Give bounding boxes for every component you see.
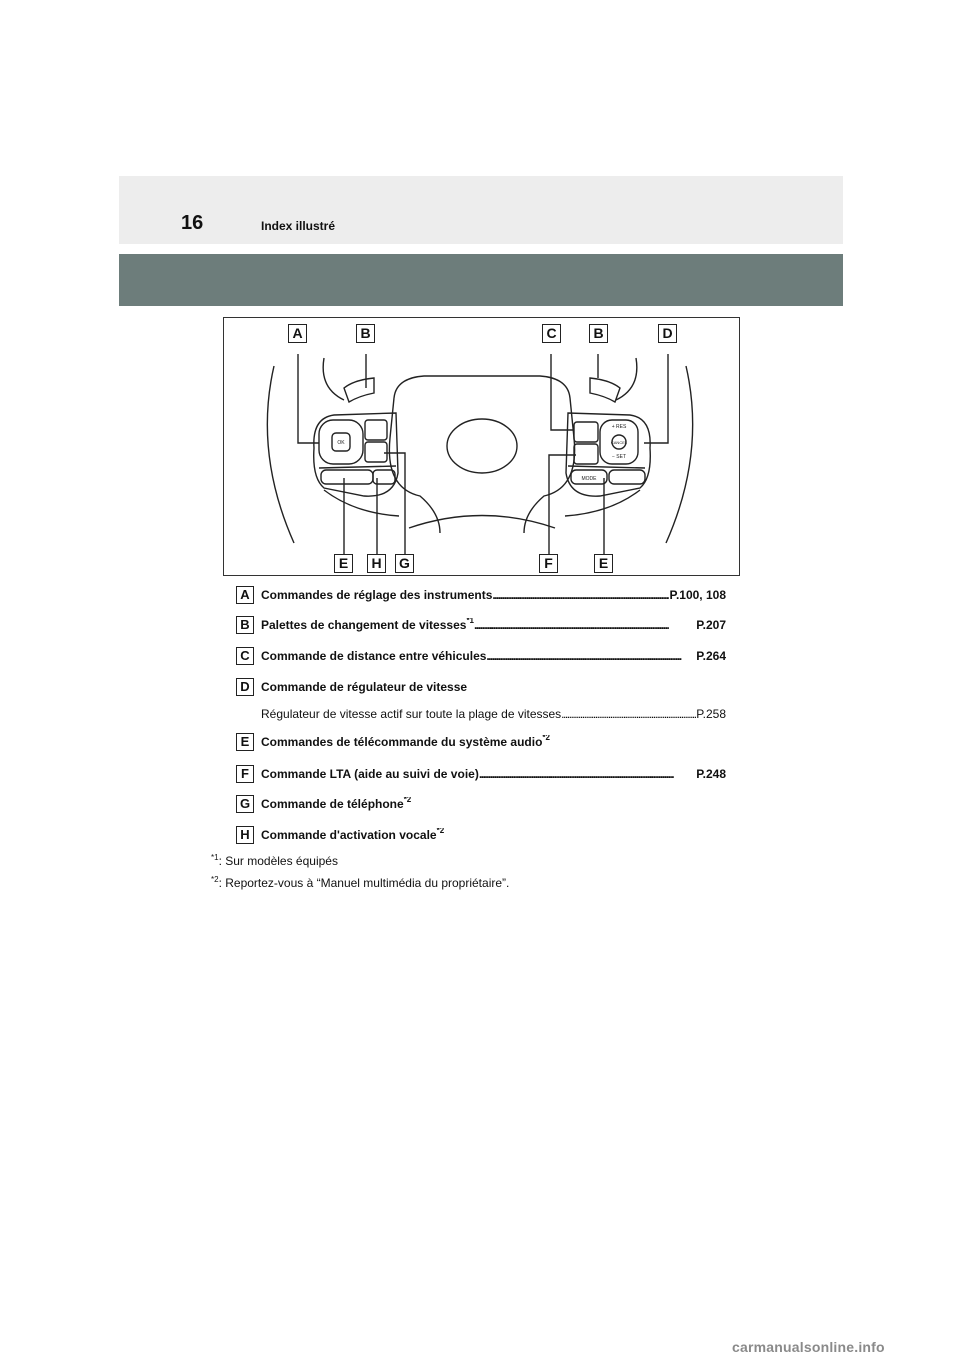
- ok-button-label: OK: [337, 440, 345, 446]
- legend-entry-f: [236, 765, 726, 785]
- mode-button-label: MODE: [581, 476, 597, 482]
- legend-entry-g: [236, 795, 726, 815]
- legend-label: Commande LTA (aide au suivi de voie): [261, 767, 479, 781]
- legend-letter: E: [236, 733, 254, 751]
- callout-bottom-5: E: [594, 554, 613, 573]
- legend-letter: H: [236, 826, 254, 844]
- legend-entry-e: [236, 733, 726, 753]
- legend-letter: D: [236, 678, 254, 696]
- legend-label: Commandes de télécommande du système audio: [261, 735, 543, 749]
- footnote-1-text: : Sur modèles équipés: [218, 854, 338, 868]
- legend-entry-a: [236, 586, 726, 606]
- cancel-button-label: CANCEL: [610, 440, 628, 445]
- legend-sub-entry: [261, 707, 726, 721]
- legend-letter: G: [236, 795, 254, 813]
- footnote-1: [211, 851, 338, 868]
- footnote-2: [211, 873, 509, 890]
- legend-label: Palettes de changement de vitesses: [261, 618, 467, 632]
- steering-wheel-illustration: [224, 318, 741, 577]
- footnote-mark: *2: [436, 828, 445, 835]
- legend-page-ref: P.207: [696, 618, 726, 632]
- legend-entry-d: [236, 678, 726, 698]
- callout-top-1: A: [288, 324, 307, 343]
- legend-entry-h: [236, 826, 726, 846]
- legend-entry-c: [236, 647, 726, 667]
- watermark-text: carmanualsonline.info: [732, 1339, 885, 1355]
- page-number: 16: [181, 212, 204, 234]
- legend-label: Commande de distance entre véhicules: [261, 649, 487, 663]
- title-bar: [119, 254, 843, 306]
- legend-letter: C: [236, 647, 254, 665]
- footnote-2-text: : Reportez-vous à “Manuel multimédia du propriétaire”.: [218, 876, 510, 890]
- callout-bottom-3: G: [395, 554, 414, 573]
- footnote-mark: *2: [542, 735, 550, 742]
- legend-label: Commande de téléphone: [261, 797, 404, 811]
- set-button-label: − SET: [611, 454, 627, 460]
- legend-letter: B: [236, 616, 254, 634]
- callout-bottom-1: E: [334, 554, 353, 573]
- legend-entry-b: [236, 616, 726, 636]
- footnote-1-mark: *1: [211, 853, 219, 862]
- callout-bottom-4: F: [539, 554, 558, 573]
- legend-page-ref: P.100, 108: [669, 588, 726, 602]
- steering-wheel-diagram: [223, 317, 740, 576]
- legend-page-ref: P.248: [696, 767, 726, 781]
- legend-page-ref: P.264: [696, 649, 726, 663]
- legend-label: Commande de régulateur de vitesse: [261, 680, 468, 694]
- callout-top-4: B: [589, 324, 608, 343]
- res-button-label: + RES: [611, 424, 627, 430]
- legend-letter: A: [236, 586, 254, 604]
- footnote-2-mark: *2: [211, 875, 219, 884]
- callout-bottom-2: H: [367, 554, 386, 573]
- header-band: [119, 176, 843, 244]
- callout-top-3: C: [542, 324, 561, 343]
- sub-entry-page-ref: P.258: [696, 707, 726, 721]
- callout-top-2: B: [356, 324, 375, 343]
- footnote-mark: *2: [403, 797, 412, 804]
- legend-label: Commandes de réglage des instruments: [261, 588, 493, 602]
- section-title: Index illustré: [261, 219, 336, 233]
- legend-letter: F: [236, 765, 254, 783]
- footnote-mark: *1: [466, 618, 474, 625]
- callout-top-5: D: [658, 324, 677, 343]
- legend-label: Commande d'activation vocale: [261, 828, 437, 842]
- sub-entry-label: Régulateur de vitesse actif sur toute la plage de vitesses: [261, 707, 562, 721]
